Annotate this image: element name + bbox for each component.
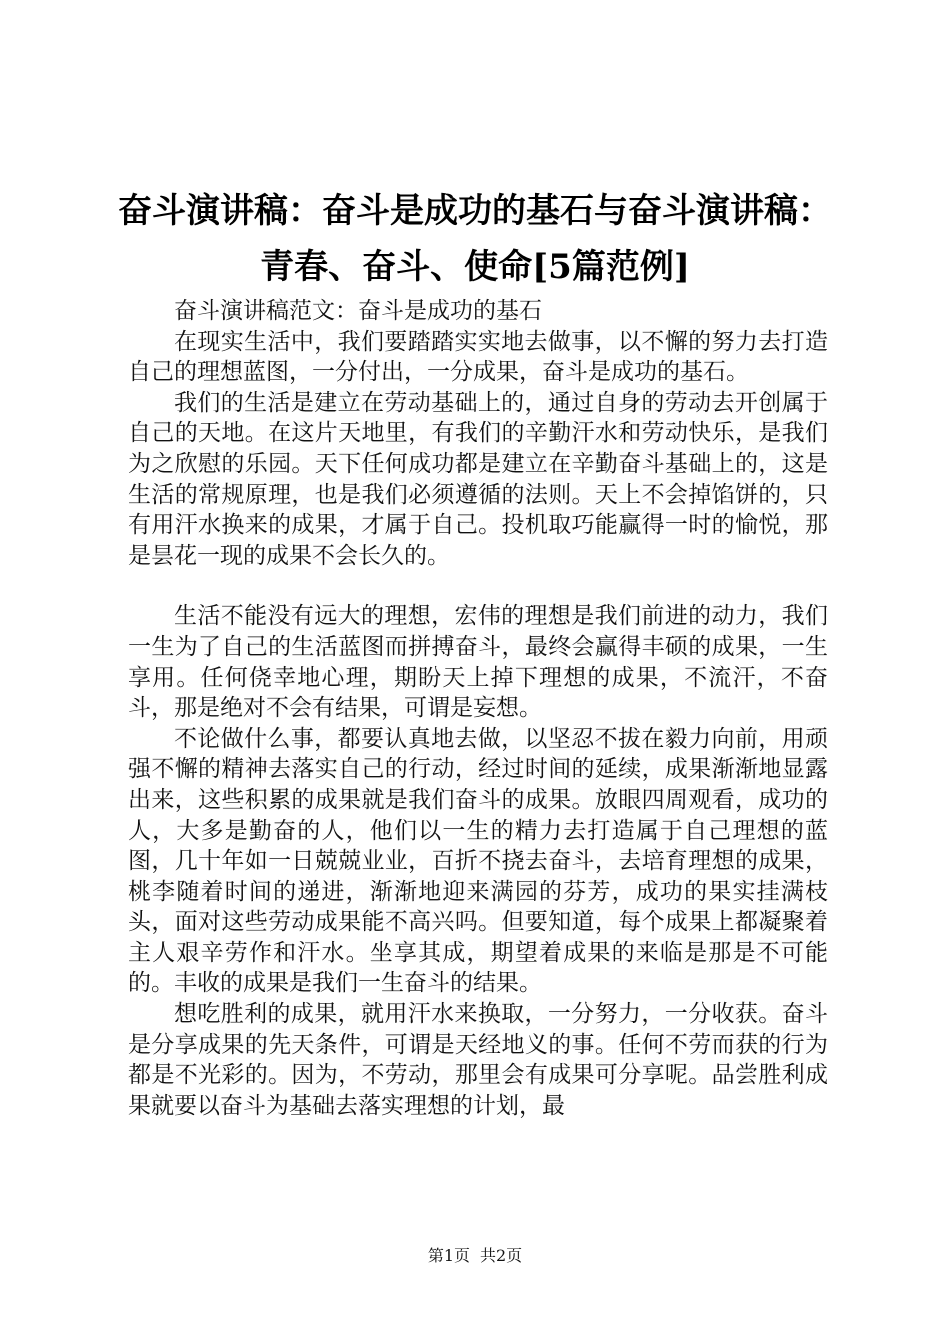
paragraph: 生活不能没有远大的理想，宏伟的理想是我们前进的动力，我们一生为了自己的生活蓝图而拼搏奋斗，最终会赢得丰硕的成果，一生享用。任何侥幸地心理，期盼天上掉下理想的成果，不流汗，不奋斗，那是绝对不会有结果，可谓是妄想。 [128, 603, 828, 722]
document-body [128, 296, 828, 1121]
page-footer [0, 1243, 950, 1266]
page-number-current: 第1页 [427, 1246, 470, 1265]
title-line-1: 奋斗演讲稿：奋斗是成功的基石与奋斗演讲稿： [118, 191, 832, 231]
paragraph: 我们的生活是建立在劳动基础上的，通过自身的劳动去开创属于自己的天地。在这片天地里，有我们的辛勤汗水和劳动快乐，是我们为之欣慰的乐园。天下任何成功都是建立在辛勤奋斗基础上的，这是生活的常规原理，也是我们必须遵循的法则。天上不会掉馅饼的，只有用汗水换来的成果，才属于自己。投机取巧能赢得一时的愉悦，那是昙花一现的成果不会长久的。 [128, 389, 828, 569]
document-title [0, 183, 950, 295]
title-line-2: 青春、奋斗、使命[5篇范例] [260, 247, 690, 287]
paragraph: 想吃胜利的成果，就用汗水来换取，一分努力，一分收获。奋斗是分享成果的先天条件，可谓是天经地义的事。任何不劳而获的行为都是不光彩的。因为，不劳动，那里会有成果可分享呢。品尝胜利成果就要以奋斗为基础去落实理想的计划，最 [128, 1001, 828, 1119]
paragraph: 不论做什么事，都要认真地去做，以坚忍不拔在毅力向前，用顽强不懈的精神去落实自己的行动，经过时间的延续，成果渐渐地显露出来，这些积累的成果就是我们奋斗的成果。放眼四周观看，成功的人，大多是勤奋的人，他们以一生的精力去打造属于自己理想的蓝图，几十年如一日兢兢业业，百折不挠去奋斗，去培育理想的成果，桃李随着时间的递进，渐渐地迎来满园的芬芳，成功的果实挂满枝头，面对这些劳动成果能不高兴吗。但要知道，每个成果上都凝聚着主人艰辛劳作和汗水。坐享其成，期望着成果的来临是那是不可能的。丰收的成果是我们一生奋斗的结果。 [128, 725, 828, 997]
paragraph: 在现实生活中，我们要踏踏实实地去做事，以不懈的努力去打造自己的理想蓝图，一分付出，一分成果，奋斗是成功的基石。 [128, 328, 828, 386]
page-number-total: 共2页 [480, 1246, 523, 1265]
paragraph-subtitle: 奋斗演讲稿范文：奋斗是成功的基石 [174, 298, 542, 324]
